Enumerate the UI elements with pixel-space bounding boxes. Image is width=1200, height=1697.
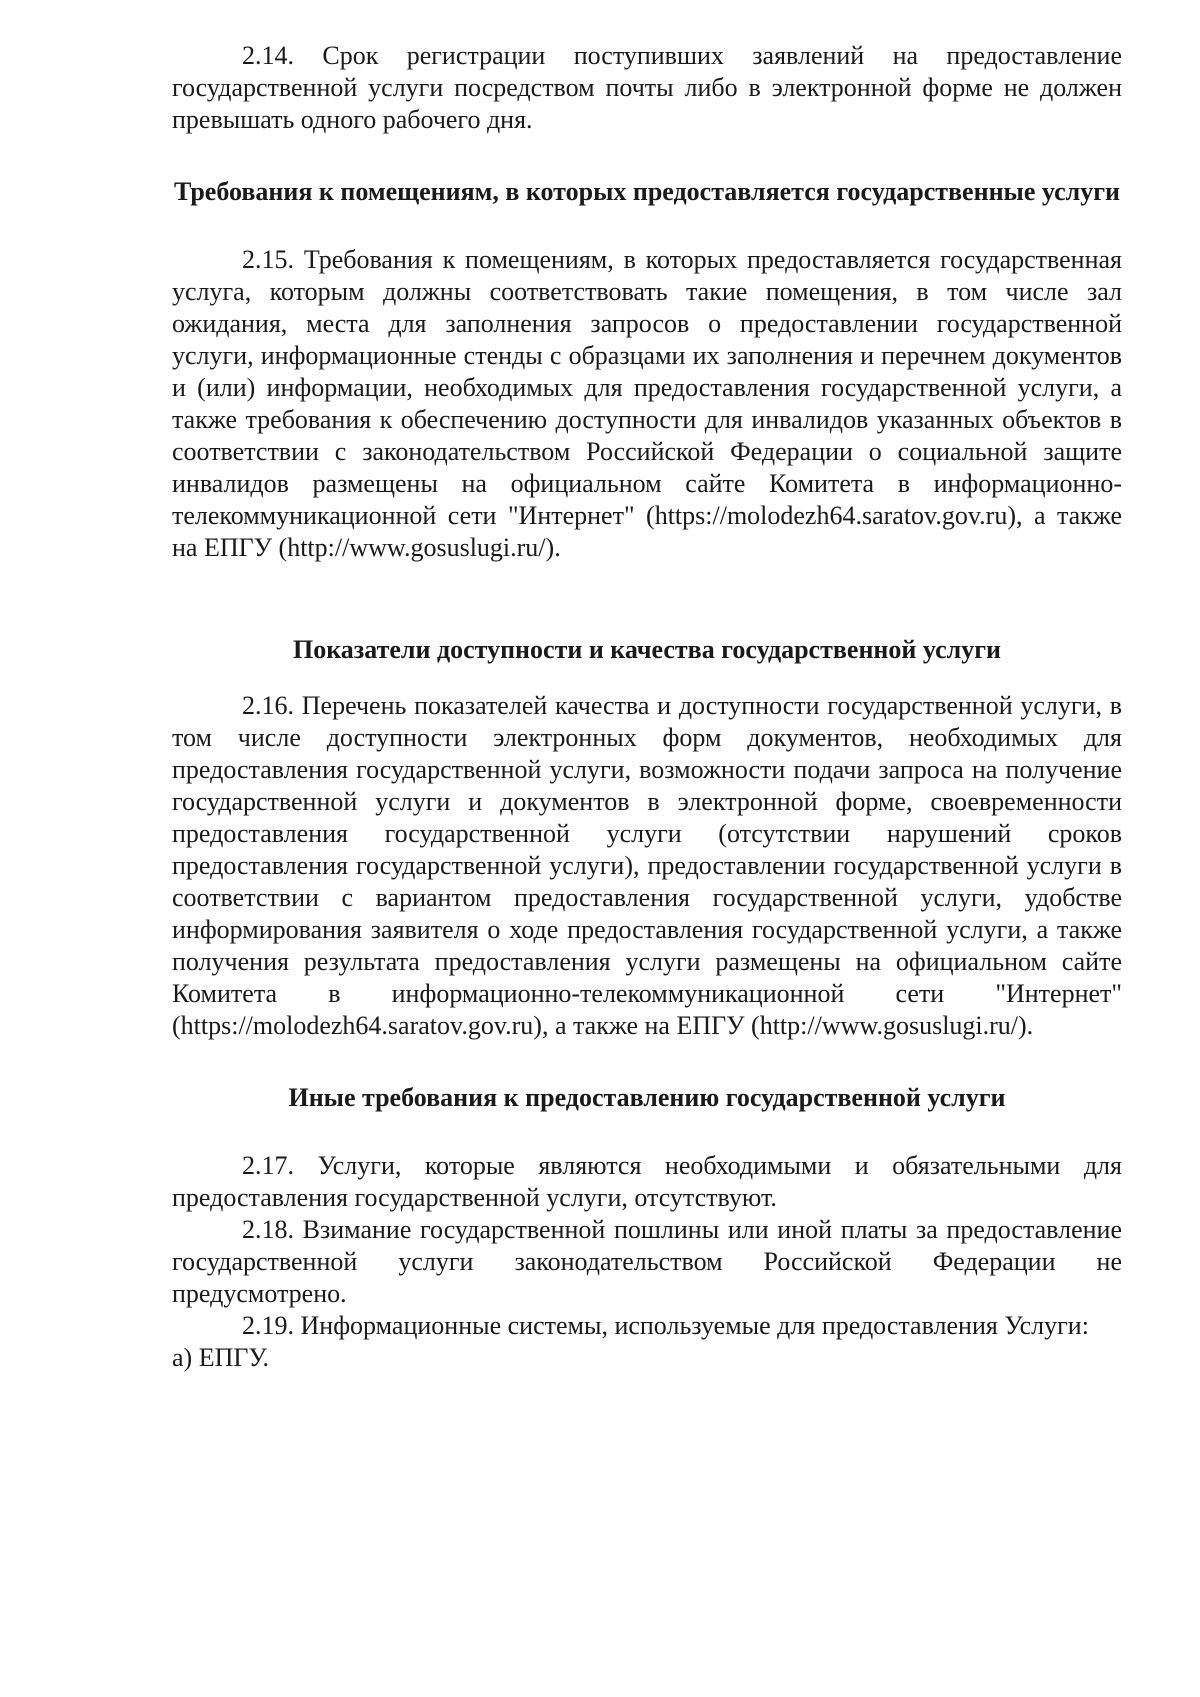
paragraph-2-17: 2.17. Услуги, которые являются необходимыми и обязательными для предоставления государственной услуги, отсутствуют. — [172, 1151, 1122, 1212]
heading-other-requirements: Иные требования к предоставлению государственной услуги — [288, 1083, 1006, 1112]
paragraph-2-15: 2.15. Требования к помещениям, в которых предоставляется государственная услуга, которым должны соответствовать такие помещения, в том числе зал ожидания, места для заполнения запросов о предоставлении государственной услуги, информационные стенды с образцами их заполнения и перечнем документов и (или) информации, необходимых для предоставления государственной услуги, а также требования к обеспечению доступности для инвалидов указанных объектов в соответствии с законодательством Российской Федерации о социальной защите инвалидов размещены на официальном сайте Комитета в информационно-телекоммуникационной сети "Интернет" (https://molodezh64.saratov.gov.ru), а также на ЕПГУ (http://www.gosuslugi.ru/). — [172, 245, 1122, 562]
heading-premises-requirements: Требования к помещениям, в которых предоставляется государственные услуги — [173, 177, 1121, 206]
list-item-a: а) ЕПГУ. — [172, 1343, 270, 1372]
paragraph-2-18: 2.18. Взимание государственной пошлины или иной платы за предоставление государственной услуги законодательством Российской Федерации не предусмотрено. — [172, 1215, 1122, 1308]
paragraph-2-16: 2.16. Перечень показателей качества и доступности государственной услуги, в том числе доступности электронных форм документов, необходимых для предоставления государственной услуги, возможности подачи запроса на получение государственной услуги и документов в электронной форме, своевременности предоставления государственной услуги (отсутствии нарушений сроков предоставления государственной услуги), предоставлении государственной услуги в соответствии с вариантом предоставления государственной услуги, удобстве информирования заявителя о ходе предоставления государственной услуги, а также получения результата предоставления услуги размещены на официальном сайте Комитета в информационно-телекоммуникационной сети "Интернет" (https://molodezh64.saratov.gov.ru), а также на ЕПГУ (http://www.gosuslugi.ru/). — [172, 691, 1122, 1040]
document-body — [172, 40, 1122, 1374]
paragraph-2-19: 2.19. Информационные системы, используемые для предоставления Услуги: — [242, 1311, 1089, 1340]
heading-accessibility-indicators: Показатели доступности и качества государственной услуги — [292, 635, 1002, 664]
paragraph-2-14: 2.14. Срок регистрации поступивших заявлений на предоставление государственной услуги посредством почты либо в электронной форме не должен превышать одного рабочего дня. — [172, 41, 1122, 134]
